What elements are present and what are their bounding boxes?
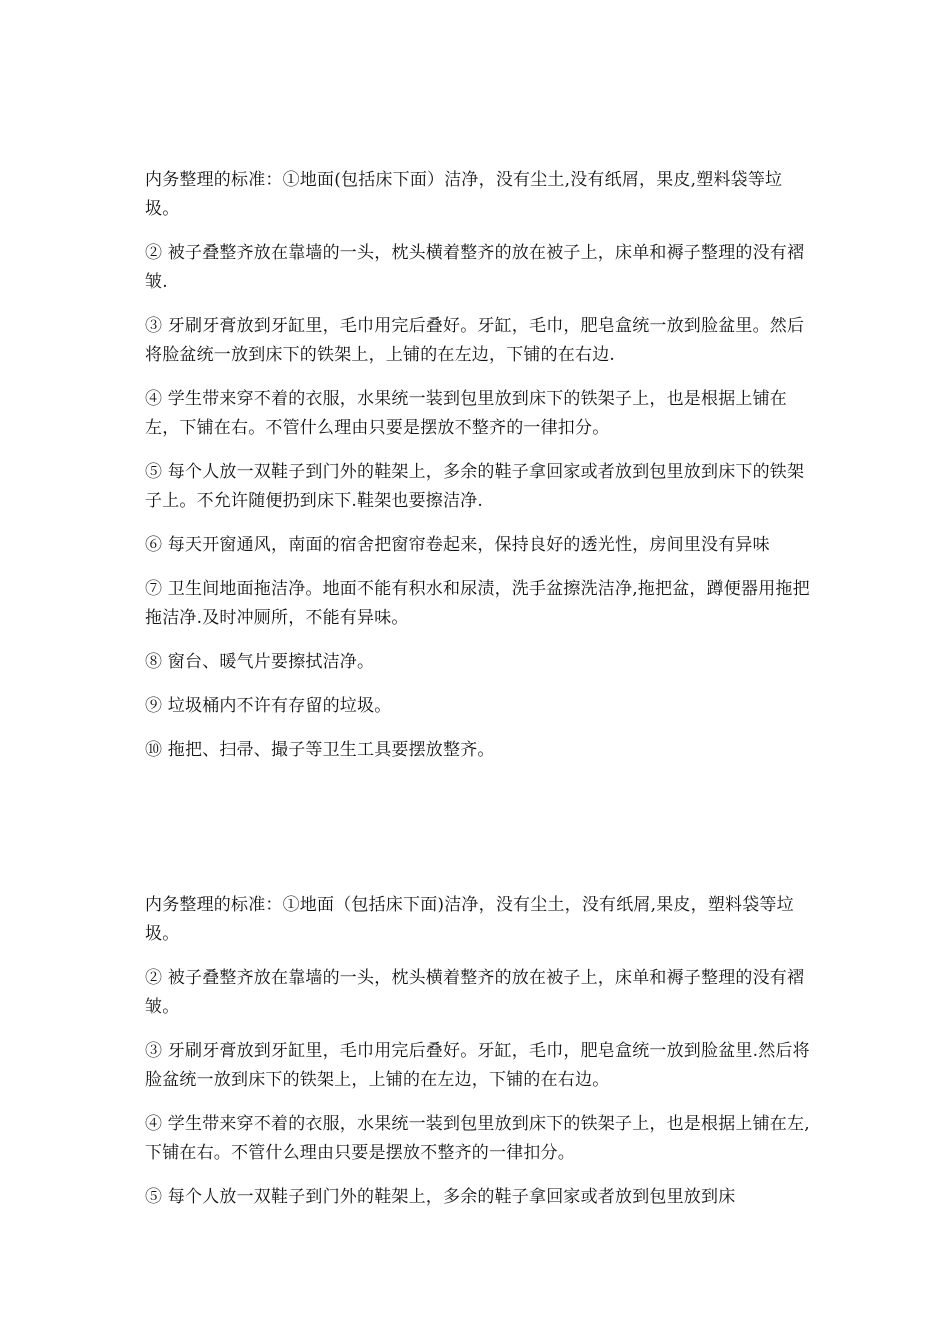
paragraph: ⑨ 垃圾桶内不许有存留的垃圾。 (145, 696, 392, 716)
rules-section-1 (145, 166, 810, 780)
paragraph: ② 被子叠整齐放在靠墙的一头，枕头横着整齐的放在被子上，床单和褥子整理的没有褶皱。 (145, 968, 805, 1017)
paragraph: ③ 牙刷牙膏放到牙缸里，毛巾用完后叠好。牙缸，毛巾，肥皂盒统一放到脸盆里.然后将脸盆统一放到床下的铁架上，上铺的在左边，下铺的在右边。 (145, 1041, 810, 1090)
paragraph: ④ 学生带来穿不着的衣服，水果统一装到包里放到床下的铁架子上，也是根据上铺在左，下铺在右。不管什么理由只要是摆放不整齐的一律扣分。 (145, 389, 788, 438)
paragraph: 内务整理的标准：①地面(包括床下面）洁净，没有尘土,没有纸屑，果皮,塑料袋等垃圾。 (145, 170, 783, 219)
paragraph: ⑤ 每个人放一双鞋子到门外的鞋架上，多余的鞋子拿回家或者放到包里放到床下的铁架子上。不允许随便扔到床下.鞋架也要擦洁净. (145, 462, 805, 511)
paragraph: ⑩ 拖把、扫帚、撮子等卫生工具要摆放整齐。 (145, 740, 495, 760)
paragraph: ③ 牙刷牙膏放到牙缸里，毛巾用完后叠好。牙缸，毛巾，肥皂盒统一放到脸盆里。然后将脸盆统一放到床下的铁架上，上铺的在左边，下铺的在右边. (145, 316, 805, 365)
paragraph: ⑦ 卫生间地面拖洁净。地面不能有积水和尿渍，洗手盆擦洗洁净,拖把盆，蹲便器用拖把拖洁净.及时冲厕所，不能有异味。 (145, 579, 810, 628)
paragraph: 内务整理的标准：①地面（包括床下面)洁净，没有尘土，没有纸屑,果皮，塑料袋等垃圾。 (145, 895, 794, 944)
paragraph: ⑧ 窗台、暖气片要擦拭洁净。 (145, 652, 375, 672)
paragraph: ④ 学生带来穿不着的衣服，水果统一装到包里放到床下的铁架子上，也是根据上铺在左,下铺在右。不管什么理由只要是摆放不整齐的一律扣分。 (145, 1114, 810, 1163)
paragraph: ② 被子叠整齐放在靠墙的一头，枕头横着整齐的放在被子上，床单和褥子整理的没有褶皱. (145, 243, 805, 292)
paragraph: ⑥ 每天开窗通风，南面的宿舍把窗帘卷起来，保持良好的透光性，房间里没有异味 (145, 535, 770, 555)
rules-section-2 (145, 891, 810, 1227)
paragraph: ⑤ 每个人放一双鞋子到门外的鞋架上，多余的鞋子拿回家或者放到包里放到床 (145, 1187, 736, 1207)
